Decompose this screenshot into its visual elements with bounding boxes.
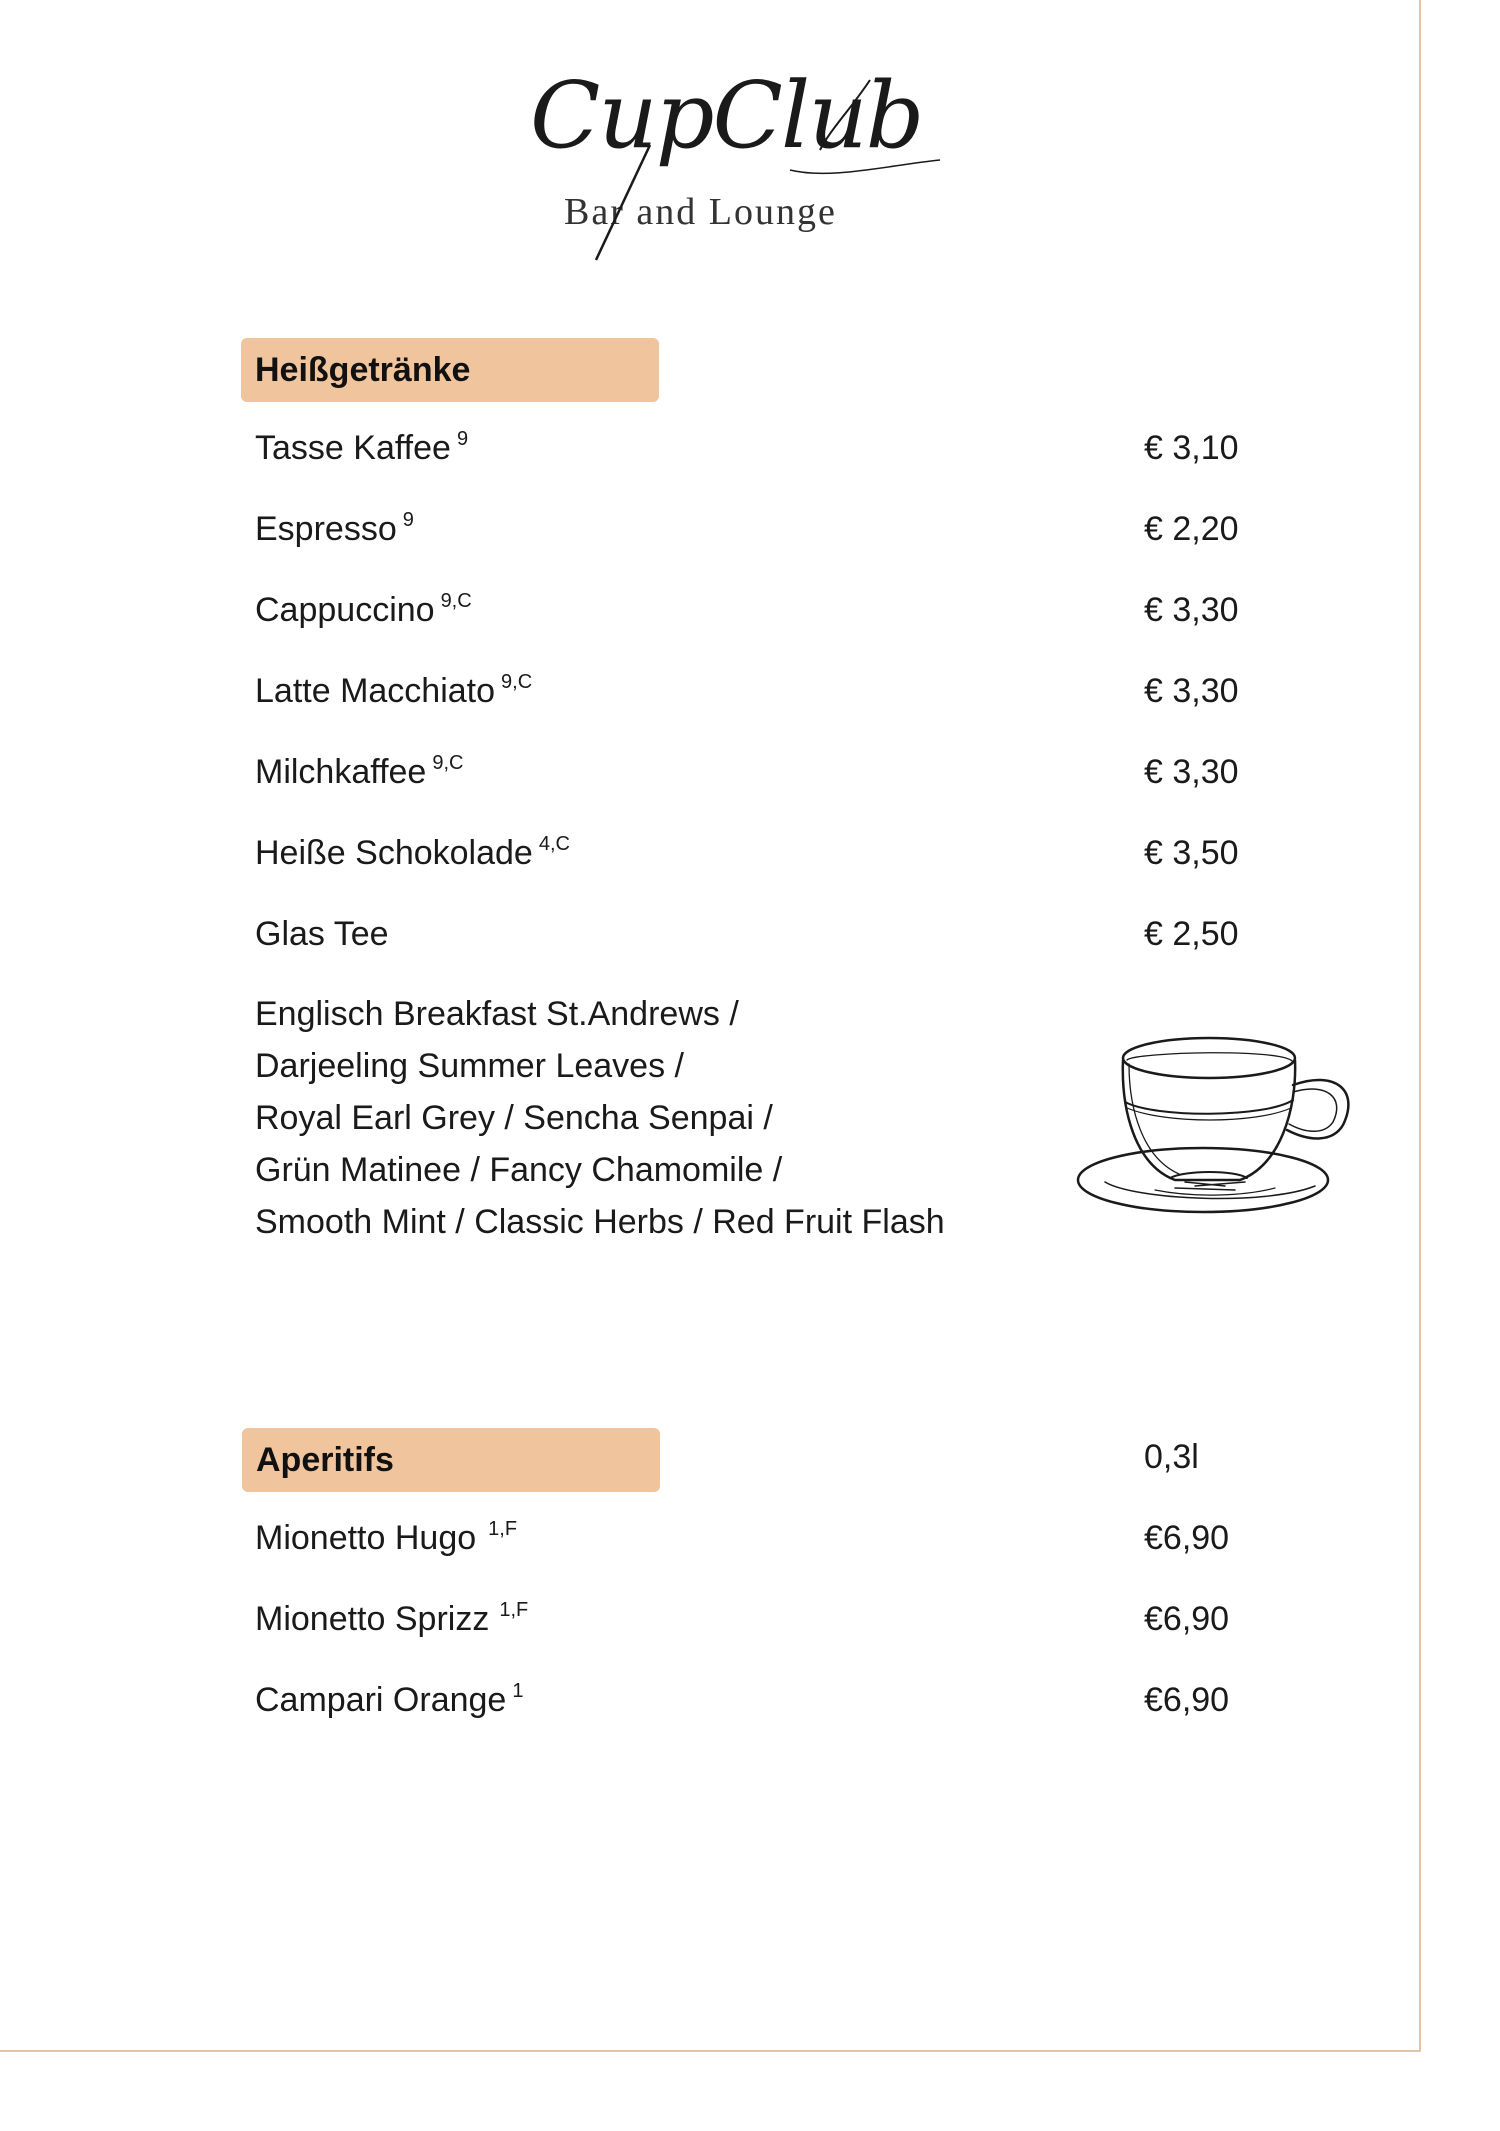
allergen-codes: 4,C (538, 833, 570, 855)
tea-variety-line: Englisch Breakfast St.Andrews / (255, 995, 739, 1033)
tea-variety-line: Grün Matinee / Fancy Chamomile / (255, 1151, 783, 1189)
allergen-codes: 9,C (432, 752, 464, 774)
menu-item-name-line (255, 1513, 517, 1563)
allergen-codes: 1,F (499, 1599, 529, 1621)
menu-item (255, 747, 1255, 797)
menu-item-name-line (255, 747, 463, 797)
menu-item-price: €6,90 (1144, 1600, 1230, 1638)
tea-varieties-list (255, 988, 1055, 1248)
menu-item (255, 504, 1255, 554)
menu-item-name-line (255, 909, 395, 959)
menu-item (255, 1513, 1255, 1563)
menu-item-price: € 3,10 (1144, 429, 1239, 467)
menu-item (255, 585, 1255, 635)
section-title-aperitifs: Aperitifs (256, 1441, 394, 1479)
tea-variety-line: Royal Earl Grey / Sencha Senpai / (255, 1099, 773, 1137)
section-header-hot-drinks (241, 338, 659, 402)
section-header-aperitifs (242, 1428, 660, 1492)
menu-item-name: Glas Tee (255, 915, 389, 953)
menu-item-price: €6,90 (1144, 1681, 1230, 1719)
allergen-codes: 9 (456, 428, 469, 450)
section-title-hot-drinks: Heißgetränke (255, 351, 471, 389)
allergen-codes: 9,C (440, 590, 472, 612)
allergen-codes: 9 (402, 509, 414, 531)
menu-item (255, 828, 1255, 878)
menu-item-price: € 2,50 (1144, 915, 1239, 953)
tea-variety-line: Darjeeling Summer Leaves / (255, 1047, 684, 1085)
menu-item-name: Cappuccino (255, 591, 435, 629)
cupclub-logo (530, 62, 990, 270)
menu-item-name: Heiße Schokolade (255, 834, 533, 872)
menu-item-name: Latte Macchiato (255, 672, 496, 710)
menu-item-name: Campari Orange (255, 1681, 507, 1719)
menu-item-name: Mionetto Sprizz (255, 1600, 490, 1638)
menu-item-name-line (255, 423, 468, 473)
menu-item (255, 423, 1255, 473)
page-frame-right (1419, 0, 1421, 2052)
menu-item-price: €6,90 (1144, 1519, 1230, 1557)
menu-item-price: € 3,30 (1144, 753, 1239, 791)
menu-item-name: Milchkaffee (255, 753, 427, 791)
teacup-icon (1075, 1030, 1355, 1220)
menu-item-price: € 2,20 (1144, 510, 1239, 548)
logo-script-text: CupClub (530, 62, 923, 169)
logo-subtitle: Bar and Lounge (564, 191, 837, 233)
menu-item-name-line (255, 1675, 523, 1725)
menu-item-name-line (255, 585, 472, 635)
logo-flourish-icon (530, 62, 990, 270)
menu-item-price: € 3,30 (1144, 672, 1239, 710)
menu-item (255, 909, 1255, 959)
allergen-codes: 9,C (501, 671, 533, 693)
menu-item-name: Espresso (255, 510, 397, 548)
menu-item (255, 1675, 1255, 1725)
menu-item-name-line (255, 1594, 528, 1644)
menu-item-name: Tasse Kaffee (255, 429, 451, 467)
allergen-codes: 1,F (488, 1518, 518, 1540)
allergen-codes: 1 (512, 1680, 524, 1702)
menu-item-price: € 3,50 (1144, 834, 1239, 872)
volume-label: 0,3l (1144, 1438, 1199, 1476)
menu-item-name-line (255, 504, 414, 554)
menu-item (255, 1594, 1255, 1644)
tea-variety-line: Smooth Mint / Classic Herbs / Red Fruit Flash (255, 1203, 945, 1241)
menu-item (255, 666, 1255, 716)
menu-item-name: Mionetto Hugo (255, 1519, 477, 1557)
page-frame-bottom (0, 2050, 1421, 2052)
menu-item-name-line (255, 666, 532, 716)
menu-item-name-line (255, 828, 570, 878)
menu-item-price: € 3,30 (1144, 591, 1239, 629)
